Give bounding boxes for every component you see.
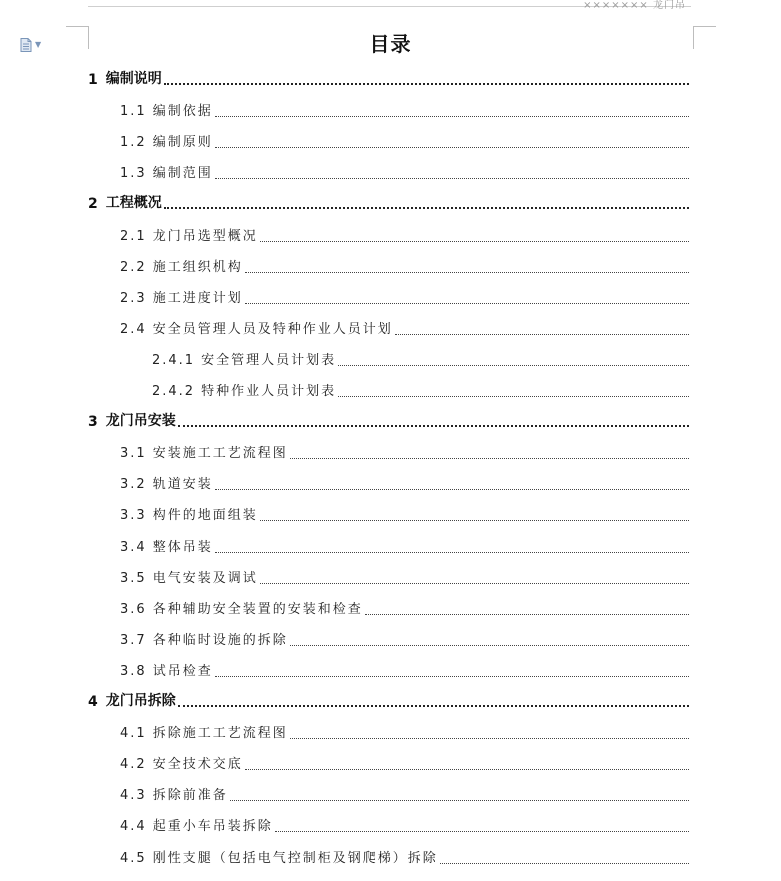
- toc-dot-leader: [215, 116, 689, 117]
- toc-entry-title: 整体吊装: [152, 540, 213, 555]
- toc-entry-title: 安全管理人员计划表: [201, 353, 337, 368]
- toc-entry-title: 安装施工工艺流程图: [152, 446, 288, 461]
- toc-dot-leader: [215, 489, 689, 490]
- toc-entry[interactable]: [120, 441, 689, 461]
- toc-entry-title: 拆除施工工艺流程图: [152, 726, 288, 741]
- toc-entry[interactable]: [152, 379, 689, 399]
- chevron-down-icon: ▼: [35, 40, 42, 49]
- toc-entry-number: 3.6: [120, 602, 147, 617]
- toc-entry-title: 编制依据: [152, 104, 213, 119]
- toc-dot-leader: [215, 676, 689, 677]
- toc-entry-number: 3.5: [120, 571, 147, 586]
- toc-entry-number: 4.1: [120, 726, 147, 741]
- toc-entry-number: 4.4: [120, 819, 147, 834]
- toc-entry[interactable]: [120, 503, 689, 523]
- toc-entry-number: 3.1: [120, 446, 147, 461]
- toc-entry-number: 3.4: [120, 540, 147, 555]
- toc-dot-leader: [215, 147, 689, 148]
- toc-entry[interactable]: [120, 286, 689, 306]
- toc-entry-number: 4.3: [120, 788, 147, 803]
- toc-entry[interactable]: [120, 659, 689, 679]
- toc-entry-number: 3: [88, 414, 98, 430]
- toc-entry[interactable]: [88, 690, 689, 710]
- toc-dot-leader: [290, 645, 689, 646]
- toc-entry-number: 2.3: [120, 291, 147, 306]
- toc-entry-title: 刚性支腿（包括电气控制柜及钢爬梯）拆除: [152, 851, 438, 866]
- toc-dot-leader: [230, 800, 689, 801]
- toc-entry-number: 3.7: [120, 633, 147, 648]
- toc-entry[interactable]: [120, 628, 689, 648]
- toc-dot-leader: [260, 241, 689, 242]
- toc-entry-title: 各种辅助安全装置的安装和检查: [152, 602, 363, 617]
- toc-entry-number: 4.2: [120, 757, 147, 772]
- toc-entry[interactable]: [88, 192, 689, 212]
- toc-entry-title: 特种作业人员计划表: [201, 384, 337, 399]
- toc-entry-number: 3.2: [120, 477, 147, 492]
- toc-entry-title: 各种临时设施的拆除: [152, 633, 288, 648]
- toc-dot-leader: [290, 738, 689, 739]
- toc-entry[interactable]: [120, 846, 689, 866]
- toc-entry-title: 轨道安装: [152, 477, 213, 492]
- page-header-text: ××××××× 龙门吊: [583, 0, 686, 11]
- toc-entry[interactable]: [120, 721, 689, 741]
- toc-entry-title: 编制说明: [105, 71, 162, 87]
- toc-entry[interactable]: [120, 130, 689, 150]
- toc-entry-number: 2.1: [120, 229, 147, 244]
- toc-dot-leader: [215, 178, 689, 179]
- toc-dot-leader: [338, 396, 689, 397]
- toc-dot-leader: [245, 769, 689, 770]
- toc-entry-title: 施工进度计划: [152, 291, 243, 306]
- toc-entry[interactable]: [120, 99, 689, 119]
- toc-entry-title: 编制原则: [152, 135, 213, 150]
- toc-entry-title: 构件的地面组装: [152, 508, 258, 523]
- toc-entry-number: 1.3: [120, 166, 147, 181]
- toc-entry-title: 电气安装及调试: [152, 571, 258, 586]
- toc-entry-title: 拆除前准备: [152, 788, 228, 803]
- toc-dot-leader: [260, 520, 689, 521]
- toc-entry[interactable]: [152, 348, 689, 368]
- toc-entry[interactable]: [120, 161, 689, 181]
- toc-entry[interactable]: [120, 472, 689, 492]
- toc-entry-number: 2: [88, 196, 98, 212]
- toc-entry-number: 2.4: [120, 322, 147, 337]
- toc-dot-leader: [245, 272, 689, 273]
- toc-dot-leader: [164, 207, 689, 209]
- toc-entry-title: 试吊检查: [152, 664, 213, 679]
- toc-entry-number: 4.5: [120, 851, 147, 866]
- toc-entry[interactable]: [120, 752, 689, 772]
- toc-entry[interactable]: [88, 410, 689, 430]
- toc-entry-title: 龙门吊安装: [105, 413, 176, 429]
- toc-entry-title: 编制范围: [152, 166, 213, 181]
- toc-entry[interactable]: [120, 535, 689, 555]
- toc-entry[interactable]: [120, 566, 689, 586]
- toc-entry-number: 2.4.2: [152, 384, 196, 399]
- toc-dot-leader: [395, 334, 689, 335]
- toc-entry-number: 3.3: [120, 508, 147, 523]
- toc-entry[interactable]: [120, 597, 689, 617]
- toc-entry-number: 1: [88, 72, 98, 88]
- toc-dot-leader: [215, 552, 689, 553]
- toc-entry-number: 2.2: [120, 260, 147, 275]
- toc-entry[interactable]: [88, 68, 689, 88]
- toc-entry[interactable]: [120, 224, 689, 244]
- toc-dot-leader: [440, 863, 689, 864]
- toc-entry-title: 龙门吊选型概况: [152, 229, 258, 244]
- toc-dot-leader: [178, 705, 689, 707]
- toc-entry-number: 1.2: [120, 135, 147, 150]
- toc-dot-leader: [365, 614, 689, 615]
- toc-entry-number: 1.1: [120, 104, 147, 119]
- toc-entry-title: 施工组织机构: [152, 260, 243, 275]
- toc-entry-title: 龙门吊拆除: [105, 693, 176, 709]
- toc-entry[interactable]: [120, 255, 689, 275]
- toc-dot-leader: [338, 365, 689, 366]
- toc-dot-leader: [260, 583, 689, 584]
- toc-dot-leader: [178, 425, 689, 427]
- toc-entry-title: 安全员管理人员及特种作业人员计划: [152, 322, 393, 337]
- toc-dot-leader: [290, 458, 689, 459]
- toc-dot-leader: [245, 303, 689, 304]
- toc-entry-number: 2.4.1: [152, 353, 196, 368]
- toc-entry[interactable]: [120, 783, 689, 803]
- toc-dot-leader: [164, 83, 689, 85]
- toc-entry[interactable]: [120, 317, 689, 337]
- toc-entry-number: 3.8: [120, 664, 147, 679]
- toc-entry-title: 安全技术交底: [152, 757, 243, 772]
- page-title: 目录: [369, 32, 412, 56]
- toc-entry[interactable]: [120, 814, 689, 834]
- toc-entry-title: 起重小车吊装拆除: [152, 819, 273, 834]
- toc-dot-leader: [275, 831, 689, 832]
- toc-entry-number: 4: [88, 694, 98, 710]
- toc-entry-title: 工程概况: [105, 195, 162, 211]
